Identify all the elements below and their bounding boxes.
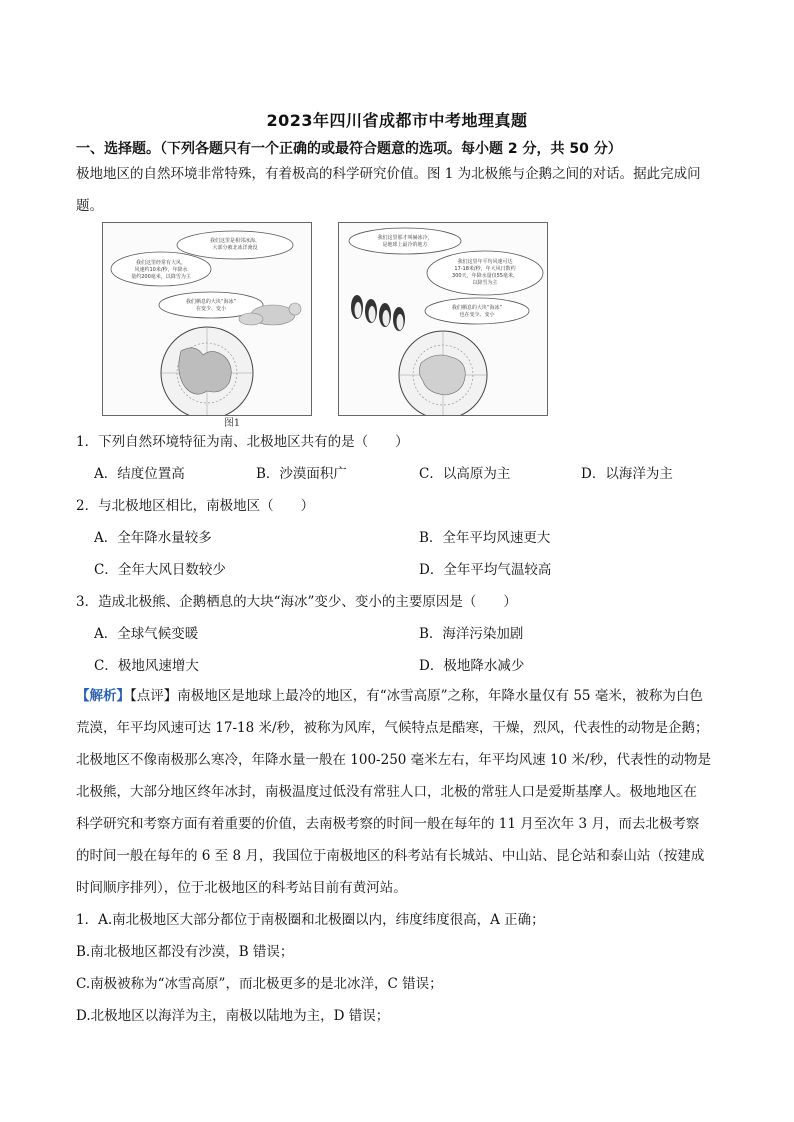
- q3-option-a[interactable]: A．全球气候变暖: [94, 626, 199, 642]
- q1-option-a[interactable]: A．结度位置高: [94, 466, 185, 482]
- q2-option-c[interactable]: C．全年大风日数较少: [94, 562, 226, 578]
- figure-1: [102, 222, 556, 429]
- analysis-line-5: 科学研究和考察方面有着重要的价值，去南极考察的时间一般在每年的 11 月至次年 3 月，而去北极考察: [76, 816, 700, 832]
- q1-option-c[interactable]: C．以高原为主: [419, 466, 511, 482]
- answer-line-4: D.北极地区以海洋为主，南极以陆地为主，D 错误；: [76, 1008, 390, 1024]
- svg-text:也在变少、变小: 也在变少、变小: [459, 312, 495, 318]
- q3-option-c[interactable]: C．极地风速增大: [94, 658, 199, 674]
- q2-option-b[interactable]: B．全年平均风速更大: [419, 530, 551, 546]
- q3-option-d[interactable]: D．极地降水减少: [419, 658, 525, 674]
- page-title: 2023年四川省成都市中考地理真题: [266, 111, 528, 130]
- antarctic-bubble-1: 我们这里那才叫赫冰冷，: [377, 235, 433, 241]
- q2-option-d[interactable]: D．全年平均气温较高: [419, 562, 552, 578]
- analysis-line-4: 北极熊，大部分地区终年冰封，南极温度过低没有常驻人口，北极的常驻人口是爱斯基摩人。极地地区在: [76, 784, 697, 800]
- svg-text:300天，年降水量仅55毫米，: 300天，年降水量仅55毫米，: [452, 273, 518, 279]
- antarctic-panel: [338, 222, 548, 416]
- analysis-line-2: 荒漠，年平均风速可达 17-18 米/秒，被称为风库，气候特点是酷寒，干燥，烈风，代表性的动物是企鹅；: [76, 720, 709, 736]
- intro-line-1: 极地地区的自然环境非常特殊，有着极高的科学研究价值。图 1 为北极熊与企鹅之间的对话。据此完成问: [76, 166, 701, 182]
- antarctic-illustration: [339, 223, 547, 415]
- analysis-text-1: 【点评】南极地区是地球上最冷的地区，有“冰雪高原”之称，年降水量仅有 55 毫米，被称为白色: [130, 688, 703, 704]
- arctic-panel: [102, 222, 312, 416]
- figure-caption: 图1: [223, 418, 241, 429]
- analysis-line-3: 北极地区不像南极那么寒冷，年降水量一般在 100-250 毫米左右，年平均风速 10 米/秒，代表性的动物是: [76, 752, 711, 768]
- analysis-line-7: 时间顺序排列），位于北极地区的科考站目前有黄河站。: [76, 880, 407, 896]
- question-3-stem: 3．造成北极熊、企鹅栖息的大块“海冰”变少、变小的主要原因是（ ）: [76, 594, 517, 610]
- analysis-label: 【解析】: [76, 688, 130, 704]
- penguin-icon: [351, 295, 405, 331]
- svg-text:17-18米/秒，年大风日数约: 17-18米/秒，年大风日数约: [454, 266, 516, 272]
- arctic-illustration: [103, 223, 311, 415]
- svg-text:量约200毫米，以降雪为主: 量约200毫米，以降雪为主: [131, 274, 191, 280]
- question-1-stem: 1．下列自然环境特征为南、北极地区共有的是（ ）: [76, 434, 409, 450]
- arctic-bubble-3: 我们栖息的大块“海冰”: [185, 299, 237, 305]
- answer-line-2: B.南北极地区都没有沙漠，B 错误；: [76, 944, 294, 960]
- svg-text:在变少、变小: 在变少、变小: [195, 306, 227, 312]
- q1-option-b[interactable]: B．沙漠面积广: [256, 466, 347, 482]
- intro-line-2: 题。: [76, 198, 103, 214]
- answer-line-3: C.南极被称为“冰雪高原”，而北极更多的是北冰洋，C 错误；: [76, 976, 443, 992]
- arctic-map-icon: [161, 327, 253, 415]
- analysis-line-1: [76, 686, 756, 706]
- svg-text:以降雪为主: 以降雪为主: [472, 280, 498, 286]
- answer-line-1: 1．A.南北极地区大部分都位于南极圈和北极圈以内，纬度纬度很高，A 正确；: [76, 912, 545, 928]
- antarctic-map-icon: [399, 331, 487, 415]
- svg-text:是地球上最冷的地方: 是地球上最冷的地方: [382, 242, 428, 248]
- antarctic-bubble-2: 我们这里年平均风速可达: [457, 259, 513, 265]
- q3-option-b[interactable]: B．海洋污染加剧: [419, 626, 524, 642]
- question-2-stem: 2．与北极地区相比，南极地区（ ）: [76, 498, 315, 514]
- analysis-line-6: 的时间一般在每年的 6 至 8 月，我国位于南极地区的科考站有长城站、中山站、昆仑站和泰山站（按建成: [76, 848, 705, 864]
- svg-text:风速约10米/秒，年降水: 风速约10米/秒，年降水: [134, 267, 188, 273]
- arctic-bubble-2: 我们这里经常有大风，: [135, 260, 187, 266]
- arctic-bubble-1: 我们这里是相邻冰海、: [209, 238, 261, 244]
- antarctic-bubble-3: 我们栖息的大块“海冰”: [451, 305, 503, 311]
- q2-option-a[interactable]: A．全年降水量较多: [94, 530, 212, 546]
- svg-text:大部分被北冰洋淹没: 大部分被北冰洋淹没: [212, 245, 258, 251]
- section-heading: 一、选择题。（下列各题只有一个正确的或最符合题意的选项。每小题 2 分，共 50 分）: [76, 141, 622, 157]
- q1-option-d[interactable]: D．以海洋为主: [581, 466, 673, 482]
